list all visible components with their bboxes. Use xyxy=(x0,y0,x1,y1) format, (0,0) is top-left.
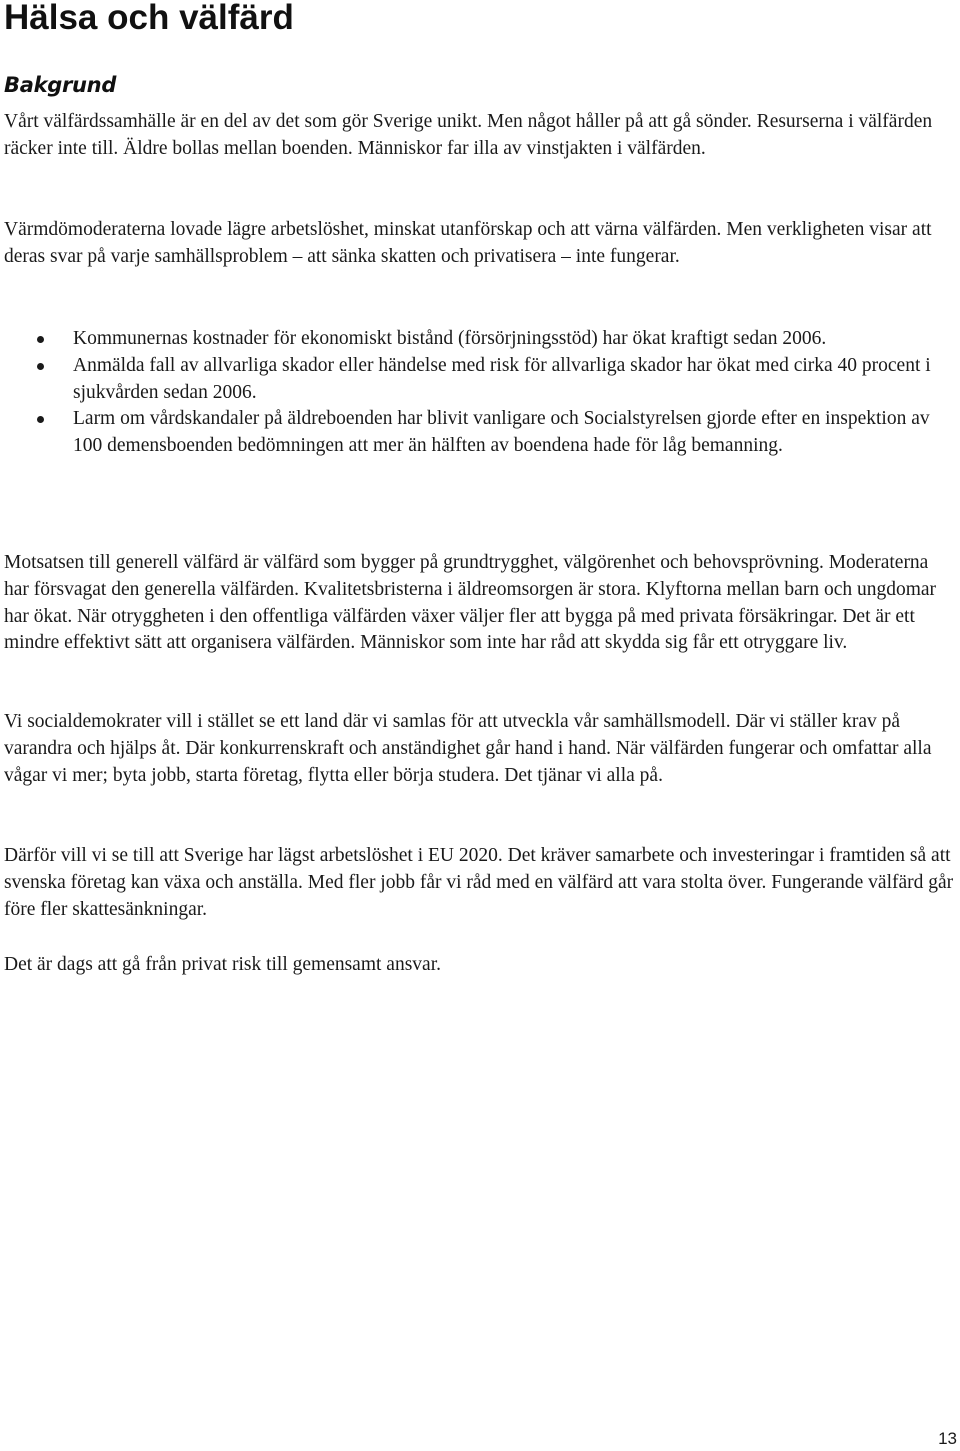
bullet-item xyxy=(0,406,958,460)
bullet-list xyxy=(0,326,958,460)
paragraph-main-1: Motsatsen till generell välfärd är välfärd som bygger på grundtrygghet, välgörenhet och behovsprövning. Moderaterna har försvagat den generella välfärden. Kvalitetsbristerna i äldreomsorgen är stora. Klyftorna mellan barn och ungdomar har ökat. När otryggheten i den offentliga välfärden växer väljer fler att bygga på med privata försäkringar. Det är ett mindre effektivt sätt att organisera välfärden. Människor som inte har råd att skydda sig får ett otryggare liv. xyxy=(4,552,937,654)
paragraph-main-4: Det är dags att gå från privat risk till gemensamt ansvar. xyxy=(4,954,441,975)
bullet-text: Kommunernas kostnader för ekonomiskt bistånd (försörjningsstöd) har ökat kraftigt sedan 2006. xyxy=(73,328,827,349)
paragraph-main-3: Därför vill vi se till att Sverige har lägst arbetslöshet i EU 2020. Det kräver samarbete och investeringar i framtiden så att svenska företag kan växa och anställa. Med fler jobb får vi råd med en välfärd att vara stolta över. Fungerande välfärd går före fler skattesänkningar. xyxy=(4,845,954,920)
bullet-item xyxy=(0,353,958,407)
bullet-text: Anmälda fall av allvarliga skador eller händelse med risk för allvarliga skador har ökat med cirka 40 procent i sjukvården sedan 2006. xyxy=(73,354,931,403)
bullet-text: Larm om vårdskandaler på äldreboenden har blivit vanligare och Socialstyrelsen gjorde efter en inspektion av 100 demensboenden bedömningen att mer än hälften av boendena hade för låg bemanning. xyxy=(73,408,930,457)
bullet-dot-icon xyxy=(37,363,44,370)
paragraph-intro-2: Värmdömoderaterna lovade lägre arbetslöshet, minskat utanförskap och att värna välfärden. Men verkligheten visar att deras svar på varje samhällsproblem – att sänka skatten och privatisera – inte fungerar. xyxy=(4,219,932,267)
paragraph-intro-1: Vårt välfärdssamhälle är en del av det som gör Sverige unikt. Men något håller på att gå sönder. Resurserna i välfärden räcker inte till. Äldre bollas mellan boenden. Människor far illa av vinstjakten i välfärden. xyxy=(4,111,933,159)
bullet-dot-icon xyxy=(37,336,44,343)
page-number: 13 xyxy=(938,1429,957,1448)
bullet-dot-icon xyxy=(37,416,44,423)
section-heading-bakgrund: Bakgrund xyxy=(4,73,117,97)
paragraph-main-2: Vi socialdemokrater vill i stället se ett land där vi samlas för att utveckla vår samhällsmodell. Där vi ställer krav på varandra och hjälps åt. Där konkurrenskraft och anständighet går hand i hand. När välfärden fungerar och omfattar alla vågar vi mer; byta jobb, starta företag, flytta eller börja studera. Det tjänar vi alla på. xyxy=(4,711,932,786)
bullet-item xyxy=(0,326,958,353)
page-title: Hälsa och välfärd xyxy=(4,0,294,37)
